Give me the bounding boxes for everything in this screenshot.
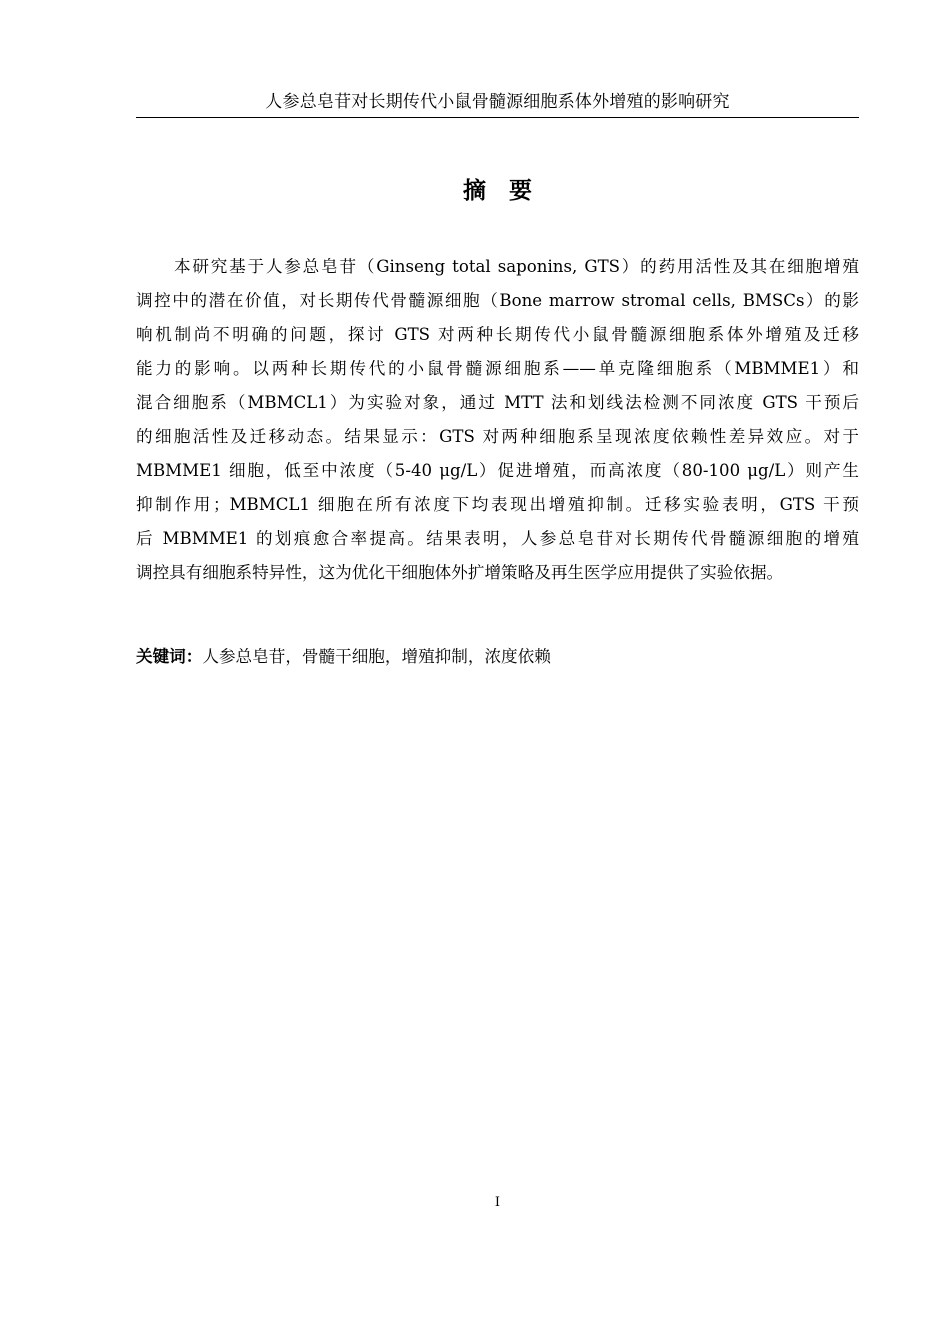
abstract-body [136,250,859,590]
abstract-line: 混合细胞系（MBMCL1）为实验对象，通过 MTT 法和划线法检测不同浓度 GTS 干预后 [136,393,859,412]
keywords [136,640,859,674]
header-rule [136,117,859,118]
abstract-line: 抑制作用；MBMCL1 细胞在所有浓度下均表现出增殖抑制。迁移实验表明，GTS 干预 [136,495,859,514]
abstract-line: 调控中的潜在价值，对长期传代骨髓源细胞（Bone marrow stromal cells, BMSCs）的影 [136,291,859,310]
abstract-line: 响机制尚不明确的问题，探讨 GTS 对两种长期传代小鼠骨髓源细胞系体外增殖及迁移 [136,325,859,344]
abstract-line: 的细胞活性及迁移动态。结果显示：GTS 对两种细胞系呈现浓度依赖性差异效应。对于 [136,427,859,446]
keywords-text: 人参总皂苷，骨髓干细胞，增殖抑制，浓度依赖 [202,647,551,666]
page-header: 人参总皂苷对长期传代小鼠骨髓源细胞系体外增殖的影响研究 [265,92,730,112]
abstract-title: 摘 要 [463,177,532,204]
abstract-line: MBMME1 细胞，低至中浓度（5-40 μg/L）促进增殖，而高浓度（80-100 μg/L）则产生 [136,461,859,480]
keywords-label: 关键词： [136,647,203,666]
abstract-line: 调控具有细胞系特异性，这为优化干细胞体外扩增策略及再生医学应用提供了实验依据。 [136,563,784,582]
abstract-line: 后 MBMME1 的划痕愈合率提高。结果表明，人参总皂苷对长期传代骨髓源细胞的增殖 [136,529,859,548]
abstract-line: 能力的影响。以两种长期传代的小鼠骨髓源细胞系——单克隆细胞系（MBMME1）和 [136,359,859,378]
page-number: I [494,1195,501,1210]
abstract-line: 本研究基于人参总皂苷（Ginseng total saponins, GTS）的药用活性及其在细胞增殖 [174,257,859,276]
